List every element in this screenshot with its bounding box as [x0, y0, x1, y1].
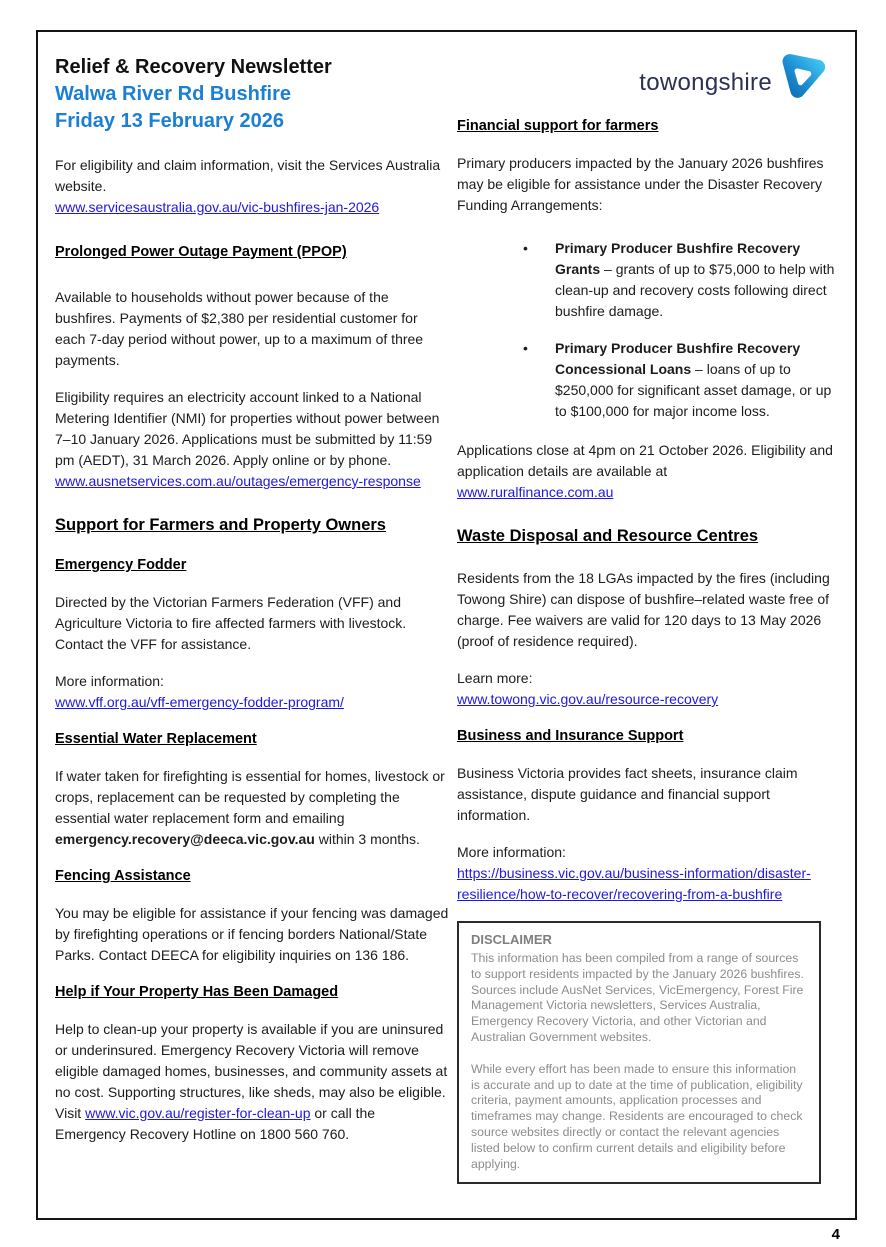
register-for-clean-up-link[interactable]: www.vic.gov.au/register-for-clean-up	[85, 1105, 311, 1121]
emergency-fodder-heading: Emergency Fodder	[55, 557, 187, 573]
disclaimer-paragraph-2: While every effort has been made to ensure this information is accurate and up to date at the time of publication, eligibility criteria, payment amounts, application processes and timeframes may change. Residents are encouraged to check source websites directly or contact the relevant agencies listed below to confirm current details and eligibility before applying.	[471, 1061, 803, 1171]
waste-learn-more-label: Learn more:	[457, 670, 533, 686]
bullet-icon: •	[523, 240, 528, 256]
page-frame	[36, 30, 857, 1220]
intro-paragraph: For eligibility and claim information, visit the Services Australia website.	[55, 157, 441, 194]
bullet-loans	[457, 338, 845, 422]
waste-disposal-section-heading: Waste Disposal and Resource Centres	[457, 527, 759, 545]
loans-description: – loans of up to $250,000 for significant asset damage, or up to $100,000 for major income loss.	[555, 361, 832, 419]
towong-logo-mark-icon	[773, 48, 829, 104]
newsletter-subtitle-event: Walwa River Rd Bushfire	[55, 83, 291, 105]
essential-water-paragraph	[55, 766, 449, 850]
financial-support-intro: Primary producers impacted by the January 2026 bushfires may be eligible for assistance under the Disaster Recovery Funding Arrangements:	[457, 155, 824, 213]
bullet-loans-text	[555, 338, 845, 422]
services-australia-link[interactable]: www.servicesaustralia.gov.au/vic-bushfires-jan-2026	[55, 199, 380, 215]
grants-program-name: Primary Producer Bushfire Recovery Grants	[555, 240, 801, 277]
loans-program-name: Primary Producer Bushfire Recovery Concessional Loans	[555, 340, 801, 377]
ausnet-outages-link[interactable]: www.ausnetservices.com.au/outages/emergency-response	[55, 473, 421, 489]
bullet-icon: •	[523, 340, 528, 356]
fencing-assistance-heading: Fencing Assistance	[55, 868, 191, 884]
water-text-pre: If water taken for firefighting is essential for homes, livestock or crops, replacement can be requested by completing the essential water replacement form and emailing	[55, 768, 445, 826]
page-number: 4	[831, 1226, 840, 1243]
bullet-grants-text	[555, 238, 845, 322]
newsletter-title-block	[55, 54, 449, 135]
water-text-post: within 3 months.	[314, 831, 420, 847]
emergency-fodder-paragraph: Directed by the Victorian Farmers Federation (VFF) and Agriculture Victoria to fire affected farmers with livestock. Contact the VFF for assistance.	[55, 594, 407, 652]
property-damaged-paragraph	[55, 1019, 449, 1145]
towong-shire-logo	[639, 48, 829, 104]
applications-close-paragraph: Applications close at 4pm on 21 October 2026. Eligibility and application details are available at	[457, 442, 833, 479]
deeca-recovery-email: emergency.recovery@deeca.vic.gov.au	[55, 831, 315, 847]
business-victoria-link[interactable]: https://business.vic.gov.au/business-information/disaster-resilience/how-to-recover/recovering-from-a-bushfire	[457, 865, 811, 902]
financial-support-heading: Financial support for farmers	[457, 118, 659, 134]
damaged-text-pre: Help to clean-up your property is available if you are uninsured or underinsured. Emergency Recovery Victoria will remove eligible damaged homes, businesses, and community assets at no cost. Supporting structures, like sheds, may also be eligible. Visit	[55, 1021, 448, 1121]
ppop-paragraph-1: Available to households without power because of the bushfires. Payments of $2,380 per residential customer for each 7-day period without power, up to a maximum of three payments.	[55, 289, 424, 368]
business-more-info-label: More information:	[457, 844, 566, 860]
newsletter-title: Relief & Recovery Newsletter	[55, 56, 332, 78]
vff-fodder-program-link[interactable]: www.vff.org.au/vff-emergency-fodder-program/	[55, 694, 344, 710]
business-insurance-paragraph: Business Victoria provides fact sheets, insurance claim assistance, dispute guidance and financial support information.	[457, 765, 798, 823]
ppop-heading: Prolonged Power Outage Payment (PPOP)	[55, 244, 347, 260]
towong-shire-wordmark: towongshire	[639, 69, 772, 96]
ppop-paragraph-2: Eligibility requires an electricity account linked to a National Metering Identifier (NMI) for properties without power between 7–10 January 2026. Applications must be submitted by 11:59 pm (AEDT), 31 March 2026. Apply online or by phone.	[55, 389, 440, 468]
disclaimer-box	[457, 921, 821, 1184]
fodder-more-info-label: More information:	[55, 673, 164, 689]
damaged-text-post: or call the Emergency Recovery Hotline on 1800 560 760.	[55, 1105, 376, 1142]
rural-finance-link[interactable]: www.ruralfinance.com.au	[457, 484, 614, 500]
essential-water-heading: Essential Water Replacement	[55, 731, 257, 747]
bullet-grants	[457, 238, 845, 322]
two-column-layout	[38, 32, 855, 1184]
disclaimer-paragraph-1: This information has been compiled from a range of sources to support residents impacted by the January 2026 bushfires. Sources include AusNet Services, VicEmergency, Forest Fire Management Victoria newsletters, Services Australia, Emergency Recovery Victoria, and other Victorian and Australian Government websites.	[471, 951, 804, 1044]
waste-disposal-paragraph: Residents from the 18 LGAs impacted by the fires (including Towong Shire) can dispose of bushfire–related waste free of charge. Fee waivers are valid for 120 days to 13 May 2026 (proof of residence required).	[457, 570, 830, 649]
newsletter-subtitle-date: Friday 13 February 2026	[55, 110, 285, 132]
left-column	[55, 52, 449, 1184]
right-column	[457, 52, 845, 1184]
business-insurance-heading: Business and Insurance Support	[457, 728, 684, 744]
fencing-assistance-paragraph: You may be eligible for assistance if your fencing was damaged by firefighting operations or if fencing borders National/State Parks. Contact DEECA for eligibility inquiries on 136 186.	[55, 905, 449, 963]
towong-resource-recovery-link[interactable]: www.towong.vic.gov.au/resource-recovery	[457, 691, 719, 707]
disclaimer-title: DISCLAIMER	[471, 932, 552, 947]
support-farmers-section-heading: Support for Farmers and Property Owners	[55, 516, 386, 534]
grants-description: – grants of up to $75,000 to help with clean-up and recovery costs following direct bushfire damage.	[555, 261, 835, 319]
property-damaged-heading: Help if Your Property Has Been Damaged	[55, 984, 339, 1000]
